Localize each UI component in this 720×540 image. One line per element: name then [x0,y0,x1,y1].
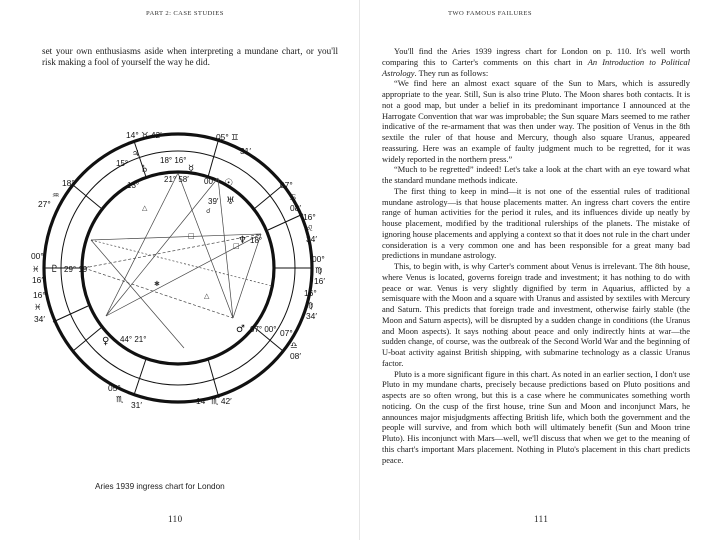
inner-ring [82,172,277,364]
paragraph-2: “We find here an almost exact square of the Sun to Mars, which is assuredly appropriate to the year. Still, Sun is also trine Pluto. The Moon shares both contacts. It is not a good map, but under a belief in its predominant importance I announced at the Harrogate Convention that war was improbable; the Sun square Mars seemed to me rather indicative of the re-armament that was then under way. The position of Venus in the 8th sextile the ruler of that house and Mercury, though also square Uranus, appeared reassuring. Here was an example of faulty judgment much to be regretted, for it was widely reported in the northern press.” [382,78,690,164]
glyph-sun: ☉ [224,178,233,189]
cusp-label-8-sign: ♓ [34,302,42,312]
ingress-chart [28,118,358,448]
cusp-label-1-sign: ♋ [289,192,297,202]
paragraph-5: This, to begin with, is why Carter's comment about Venus is irrelevant. The 8th house, where Venus is located, governs foreign trade and investment; it has nothing to do with peace or war. Venus is very slightly dignified by term in Aquarius, afflicted by a semisquare with the Moon and a square with Uranus and assisted by sextiles with Mercury and Saturn. This predicts that foreign trade and investment, otherwise fairly stable (the Moon and Saturn aspects), will be disrupted by a sudden change in conditions (the Uranus and Moon aspects). It says nothing about peace and only indirectly hints at war—the sudden change, of course, was the outbreak of the Second World War and the beginning of U-boat activity against British shipping, with submarine technology as a classic Uranus factor. [382,261,690,368]
cusp-label-2: 16° [303,212,316,222]
chart-caption: Aries 1939 ingress chart for London [95,482,225,491]
glyph-venus: ♀ [102,336,110,347]
cusp-label-9-min: 16′ [32,275,43,285]
cusp-label-10a-min: 27° [38,199,51,209]
glyph-neptune: ♆ [238,235,247,246]
planet-uranus: 39′ [208,197,219,206]
right-page [360,0,720,540]
cusp-label-1: 07° [280,180,293,190]
paragraph-1-end: . They run as follows: [414,67,489,78]
planet-jupiter: ♃ [132,149,140,158]
glyph-mars: ♂ [236,324,245,335]
cusp-label-8: 16° [33,290,46,300]
aspect-markers [142,204,240,300]
cusp-label-3-min: 16′ [314,276,325,286]
planet-mercury: 18° 16° [160,156,187,165]
book-title: An Introduction to Political Astrology [382,56,690,78]
planet-saturn: 21° 58′ [164,175,189,184]
paragraph-3: “Much to be regretted” indeed! Let's take a look at the chart with an eye toward what the standard mundane methods indicate. [382,164,690,185]
cusp-label-6: 05° [108,383,121,393]
planet-pluto: 29° 19′ [64,265,89,274]
planet-jupiter-deg: 13° [127,181,140,190]
cusp-label-11: 14° ♉ 42′ [126,130,162,140]
paragraph-1 [382,46,690,78]
cusp-label-3: 00° [312,254,325,264]
cusp-label-6-min: 31′ [131,400,142,410]
cusp-label-2-sign: ♌ [306,223,314,233]
cusp-label-2-min: 34′ [306,234,317,244]
paragraph-4: The first thing to keep in mind—it is not one of the essential rules of traditional mundane astrology—is that house placements matter. An ingress chart covers the entire range of human activities for the period it rules, and its influences divide up neatly by house placement, modified by the traditional rulerships of the planets. The mistake of ignoring house placements and applying a context so that it does not rule in the chart under consideration is a very common one and has been responsible for a great many bad predictions in mundane astrology. [382,185,690,261]
cusp-label-3-sign: ♍ [315,265,323,275]
cusp-label-7: 14° ♏ 42′ [196,396,232,406]
cusp-label-8-min: 34′ [34,314,45,324]
cusp-label-4-min: 34′ [306,311,317,321]
svg-text:✱: ✱ [154,280,160,288]
page-number-left: 110 [168,514,183,524]
cusp-label-12-min: 31′ [240,146,251,156]
glyph-uranus: ♅ [226,196,235,207]
svg-text:△: △ [204,292,210,300]
cusp-label-9-sign: ♓ [32,264,40,274]
cusp-label-1-min: 08′ [290,203,301,213]
intro-paragraph: set your own enthusiasms aside when interpreting a mundane chart, or you'll risk making a fool of yourself the way he did. [42,46,338,68]
cusp-label-4-sign: ♍ [306,300,314,310]
paragraph-6: Pluto is a more significant figure in this chart. As noted in an earlier section, I don't use Pluto in my mundane charts, precisely because predictions based on Pluto positions and aspects are so often wrong, but this is a case where he communicates something worth noticing. On the cusp of the first house, trine Sun and Moon and inconjunct Mars, he announces major misjudgments affecting British life, which both the government and the people will survive, and from which both will ultimately benefit (Sun and Moon trine Pluto). His inconjunct with Mars—well, we'll discuss that when we get to the meaning of this chart's important Mars placement. Nothing in Pluto's placement in this chart predicts peace. [382,368,690,465]
cusp-label-5-sign: ♎ [290,340,298,350]
chart-wheel [28,118,358,448]
glyph-pluto: ♇ [50,264,59,275]
glyph-saturn: ♄ [140,164,149,175]
page-number-right: 111 [534,514,549,524]
cusp-label-4: 16° [304,288,317,298]
svg-text:□: □ [233,242,240,250]
cusp-label-10a: 18° [62,178,75,188]
running-header-left: PART 2: CASE STUDIES [146,10,224,17]
planet-venus: 44° 21° [120,335,147,344]
cusp-label-5-min: 08′ [290,351,301,361]
intro-text [42,46,338,69]
planet-lilith: 15° [116,159,129,168]
svg-text:△: △ [142,204,148,212]
cusp-label-9: 00° [31,251,44,261]
planet-sun: 00° [204,177,217,186]
cusp-label-6-sign: ♏ [116,394,124,404]
glyph-mercury: ☿ [188,164,195,175]
paragraph-1-text: You'll find the Aries 1939 ingress chart for London on p. 110. It's well worth comparing this to Carter's comments on this chart in [382,46,690,67]
running-header-right: TWO FAMOUS FAILURES [448,10,532,17]
cusp-label-5: 07° [280,328,293,338]
cusp-label-12: 05° ♊ [216,132,239,142]
body-text [382,46,690,465]
svg-text:□: □ [188,232,195,240]
svg-text:☌: ☌ [206,207,211,215]
sign-ring [61,151,295,385]
planet-mars: 07° 00° [250,325,277,334]
cusp-label-10a-sign: ♒ [52,190,60,200]
planet-neptune: 18° [250,236,263,245]
